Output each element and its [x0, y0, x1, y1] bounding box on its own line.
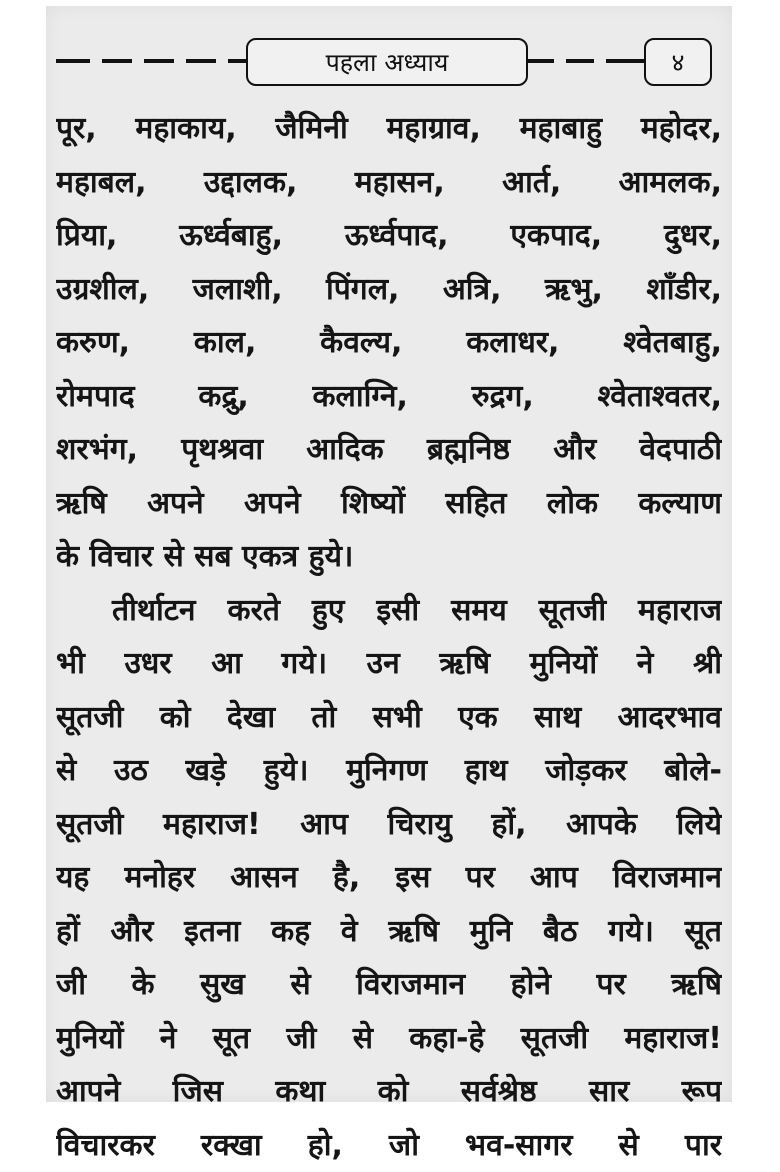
text-line: से उठ खड़े हुये। मुनिगण हाथ जोड़कर बोले- [56, 744, 722, 798]
text-line: विचारकर रक्खा हो, जो भव-सागर से पार [56, 1119, 722, 1172]
text-line: पूर, महाकाय, जैमिनी महाग्राव, महाबाहु महोदर, [56, 102, 722, 156]
book-page [46, 6, 732, 1102]
paragraph-start-line: तीर्थाटन करते हुए इसी समय सूतजी महाराज [56, 584, 722, 638]
header-rule-left [102, 59, 132, 63]
header-rule-left [228, 59, 246, 63]
text-line: आपने जिस कथा को सर्वश्रेष्ठ सार रूप [56, 1065, 722, 1119]
text-line: यह मनोहर आसन है, इस पर आप विराजमान [56, 851, 722, 905]
header-rule-right [606, 59, 644, 63]
page-header [46, 34, 732, 90]
text-line: जी के सुख से विराजमान होने पर ऋषि [56, 958, 722, 1012]
page-number [644, 38, 712, 86]
text-line: सूतजी को देखा तो सभी एक साथ आदरभाव [56, 691, 722, 745]
header-rule-left [186, 59, 216, 63]
text-line: करुण, काल, कैवल्य, कलाधर, श्वेतबाहु, [56, 316, 722, 370]
chapter-title-text: पहला अध्याय [326, 45, 449, 79]
chapter-title [246, 38, 528, 86]
header-rule-left [56, 59, 90, 63]
text-line: उग्रशील, जलाशी, पिंगल, अत्रि, ऋभु, शाँडीर, [56, 263, 722, 317]
text-line: सूतजी महाराज! आप चिरायु हों, आपके लिये [56, 798, 722, 852]
text-line: ऋषि अपने अपने शिष्यों सहित लोक कल्याण [56, 477, 722, 531]
page-number-text: ४ [671, 45, 684, 79]
header-rule-left [144, 59, 174, 63]
body-text [56, 102, 722, 1172]
header-rule-right [526, 59, 554, 63]
text-line: रोमपाद कद्रु, कलाग्नि, रुद्रग, श्वेताश्वतर, [56, 370, 722, 424]
text-line: भी उधर आ गये। उन ऋषि मुनियों ने श्री [56, 637, 722, 691]
text-line: महाबल, उद्दालक, महासन, आर्त, आमलक, [56, 156, 722, 210]
header-rule-right [566, 59, 594, 63]
text-line: के विचार से सब एकत्र हुये। [56, 530, 722, 584]
text-line: मुनियों ने सूत जी से कहा-हे सूतजी महाराज! [56, 1012, 722, 1066]
text-line: प्रिया, ऊर्ध्वबाहु, ऊर्ध्वपाद, एकपाद, दुधर, [56, 209, 722, 263]
text-line: हों और इतना कह वे ऋषि मुनि बैठ गये। सूत [56, 905, 722, 959]
text-line: शरभंग, पृथश्रवा आदिक ब्रह्मनिष्ठ और वेदपाठी [56, 423, 722, 477]
